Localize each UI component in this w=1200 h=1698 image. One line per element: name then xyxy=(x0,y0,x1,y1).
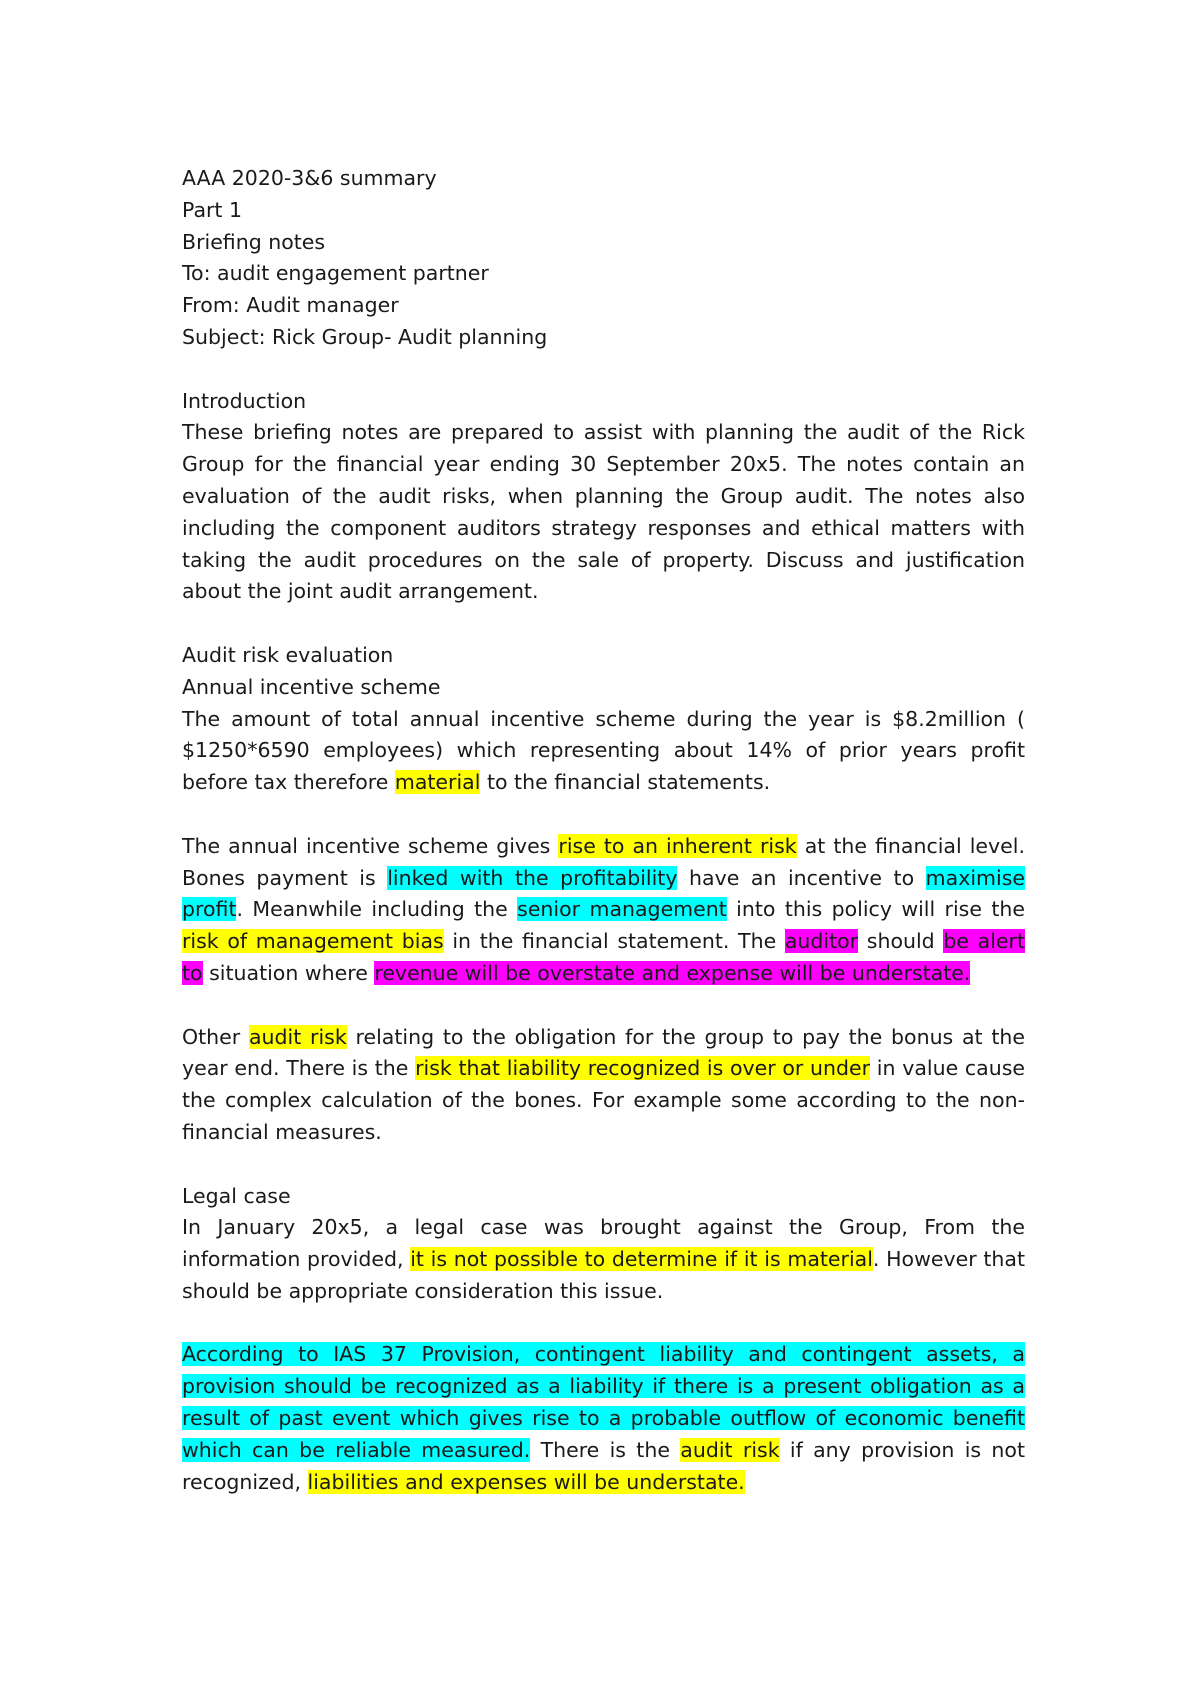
text-run: relating to the obligation for the group to pay the bonus at the year end. There is the xyxy=(182,1024,1026,1081)
highlight-yellow: it is not possible to determine if it is material xyxy=(410,1247,873,1272)
highlight-yellow: risk that liability recognized is over or under xyxy=(415,1056,871,1081)
from-line: From: Audit manager xyxy=(182,293,399,318)
text-run: should xyxy=(858,929,944,954)
document-title: AAA 2020-3&6 summary xyxy=(182,166,437,190)
spacer xyxy=(182,1308,1025,1340)
introduction-paragraph: These briefing notes are prepared to assist with planning the audit of the Rick Group for the financial year ending 30 September 20x5. The notes contain an evaluation of the audit risks, when planning the Group audit. The notes also including the component auditors strategy responses and ethical matters with taking the audit procedures on the sale of property. Discuss and justification about the joint audit arrangement. xyxy=(182,420,1025,604)
highlight-yellow: rise to an inherent risk xyxy=(558,833,797,858)
highlight-yellow: audit risk xyxy=(248,1024,347,1049)
highlight-cyan: senior management xyxy=(517,897,727,922)
to-line: To: audit engagement partner xyxy=(182,261,489,286)
text-run: situation where xyxy=(202,960,375,985)
text-run: There is the xyxy=(530,1437,681,1462)
text-run: . However that should be appropriate consideration this issue. xyxy=(182,1247,1025,1303)
text-run: if any provision is not recognized, xyxy=(182,1437,1025,1494)
text-run: The amount of total annual incentive scheme during the year is $8.2million ( $1250*6590 employees) which representing about 14% of prior years profit before tax therefore xyxy=(182,706,1025,795)
document-page xyxy=(182,163,1025,1498)
text-run: Other xyxy=(182,1024,249,1049)
text-run: In January 20x5, a legal case was brought against the Group, From the information provided, xyxy=(182,1215,1025,1272)
document-type: Briefing notes xyxy=(182,229,326,254)
highlight-magenta: be alert to xyxy=(182,929,1025,985)
text-run: have an incentive to xyxy=(677,865,926,890)
text-run: in the financial statement. The xyxy=(443,929,785,954)
incentive-paragraph-1 xyxy=(182,704,1025,799)
text-run: to the financial statements. xyxy=(480,770,771,795)
highlight-cyan: maximise profit xyxy=(182,865,1025,922)
spacer xyxy=(182,799,1025,831)
legal-case-paragraph-2 xyxy=(182,1339,1025,1498)
subject-line: Subject: Rick Group- Audit planning xyxy=(182,324,548,349)
text-run: in value cause the complex calculation of the bones. For example some according to the non-financial measures. xyxy=(182,1056,1026,1144)
text-run: into this policy will rise the xyxy=(726,897,1025,922)
highlight-yellow: audit risk xyxy=(680,1437,780,1462)
spacer xyxy=(182,608,1025,640)
spacer xyxy=(182,1149,1025,1181)
incentive-paragraph-3 xyxy=(182,1022,1025,1149)
spacer xyxy=(182,354,1025,386)
highlight-magenta: revenue will be overstate and expense will be understate. xyxy=(374,960,971,985)
section-heading-legal-case: Legal case xyxy=(182,1183,291,1208)
text-run: . Meanwhile including the xyxy=(236,897,518,922)
spacer xyxy=(182,990,1025,1022)
text-run: The annual incentive scheme gives xyxy=(182,833,559,858)
highlight-cyan: linked with the profitability xyxy=(387,865,678,890)
part-label: Part 1 xyxy=(182,197,243,222)
highlight-magenta: auditor xyxy=(784,929,859,954)
highlight-yellow: material xyxy=(394,770,481,795)
text-run: at the financial level. Bones payment is xyxy=(182,833,1025,890)
section-heading-audit-risk: Audit risk evaluation xyxy=(182,642,394,667)
highlight-yellow: liabilities and expenses will be understate. xyxy=(307,1469,745,1494)
legal-case-paragraph-1 xyxy=(182,1212,1025,1307)
highlight-yellow: risk of management bias xyxy=(182,929,444,954)
highlight-cyan: According to IAS 37 Provision, contingent liability and contingent assets, a provision should be recognized as a liability if there is a present obligation as a result of past event which gives rise to a probable outflow of economic benefit which can be reliable measured. xyxy=(182,1342,1025,1462)
incentive-paragraph-2 xyxy=(182,831,1025,990)
section-heading-introduction: Introduction xyxy=(182,388,307,413)
subheading-incentive-scheme: Annual incentive scheme xyxy=(182,674,441,699)
